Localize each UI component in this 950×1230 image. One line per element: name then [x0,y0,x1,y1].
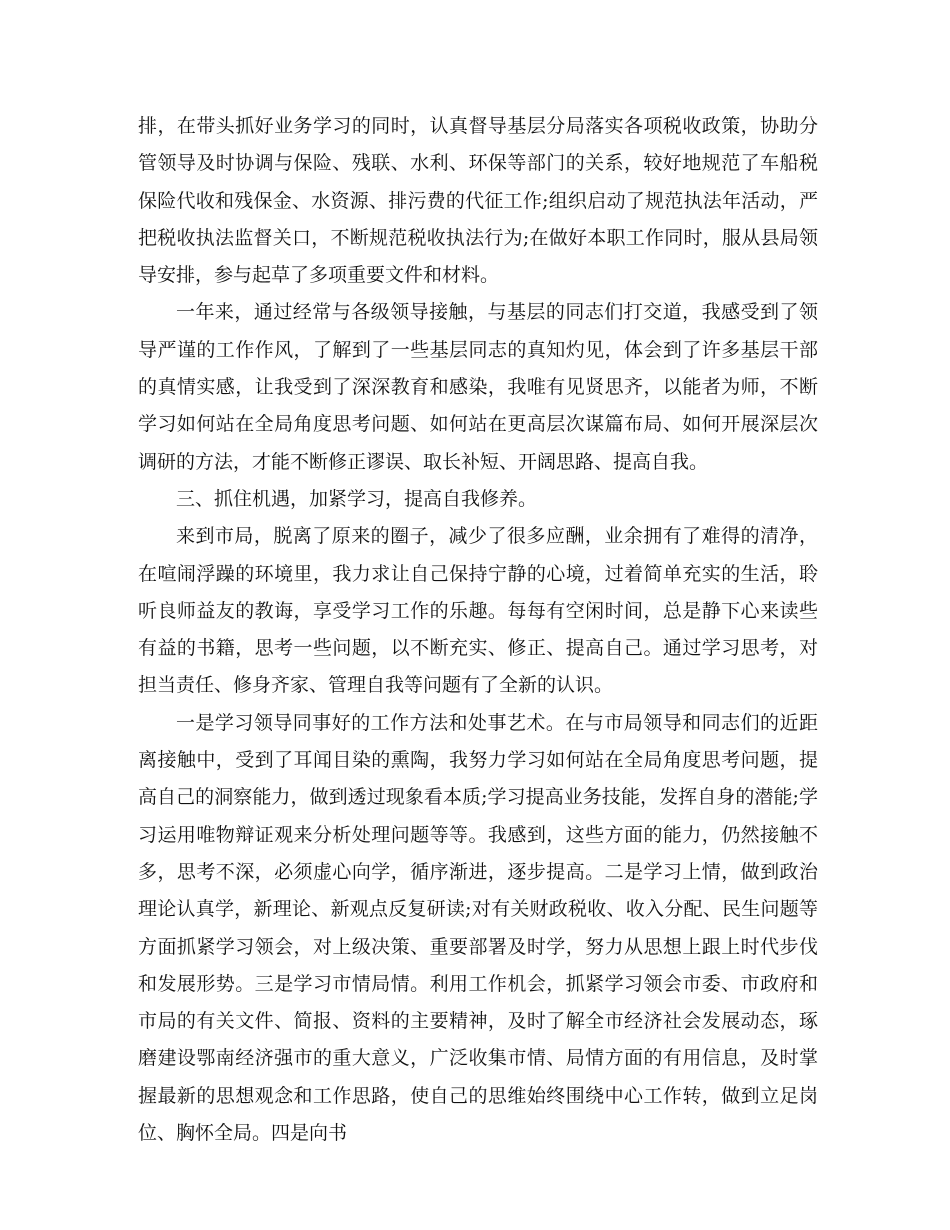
paragraph-quiet-study: 来到市局，脱离了原来的圈子，减少了很多应酬，业余拥有了难得的清净，在喧闹浮躁的环境里，我力求让自己保持宁静的心境，过着简单充实的生活，聆听良师益友的教诲，享受学习工作的乐趣。每每有空闲时间，总是静下心来读些有益的书籍，思考一些问题，以不断充实、修正、提高自己。通过学习思考，对担当责任、修身齐家、管理自我等问题有了全新的认识。 [138,525,818,697]
paragraph-learning-points: 一是学习领导同事好的工作方法和处事艺术。在与市局领导和同志们的近距离接触中，受到了耳闻目染的熏陶，我努力学习如何站在全局角度思考问题，提高自己的洞察能力，做到透过现象看本质;学习提高业务技能，发挥自身的潜能;学习运用唯物辩证观来分析处理问题等等。我感到，这些方面的能力，仍然接触不多，思考不深，必须虚心向学，循序渐进，逐步提高。二是学习上情，做到政治理论认真学，新理论、新观点反复研读;对有关财政税收、收入分配、民生问题等方面抓紧学习领会，对上级决策、重要部署及时学，努力从思想上跟上时代步伐和发展形势。三是学习市情局情。利用工作机会，抓紧学习领会市委、市政府和市局的有关文件、简报、资料的主要精神，及时了解全市经济社会发展动态，琢磨建设鄂南经济强市的重大意义，广泛收集市情、局情方面的有用信息，及时掌握最新的思想观念和工作思路，使自己的思维始终围绕中心工作转，做到立足岗位、胸怀全局。四是向书 [138,711,818,1145]
section-heading-self-cultivation: 三、抓住机遇，加紧学习，提高自我修养。 [176,487,538,510]
paragraph-continuation: 排，在带头抓好业务学习的同时，认真督导基层分局落实各项税收政策，协助分管领导及时协调与保险、残联、水利、环保等部门的关系，较好地规范了车船税保险代收和残保金、水资源、排污费的代征工作;组织启动了规范执法年活动，严把税收执法监督关口，不断规范税收执法行为;在做好本职工作同时，服从县局领导安排，参与起草了多项重要文件和材料。 [138,115,818,287]
document-body [138,108,818,1152]
paragraph-leadership-learning: 一年来，通过经常与各级领导接触，与基层的同志们打交道，我感受到了领导严谨的工作作风，了解到了一些基层同志的真知灼见，体会到了许多基层干部的真情实感，让我受到了深深教育和感染，我唯有见贤思齐，以能者为师，不断学习如何站在全局角度思考问题、如何站在更高层次谋篇布局、如何开展深层次调研的方法，才能不断修正谬误、取长补短、开阔思路、提高自我。 [138,301,818,473]
